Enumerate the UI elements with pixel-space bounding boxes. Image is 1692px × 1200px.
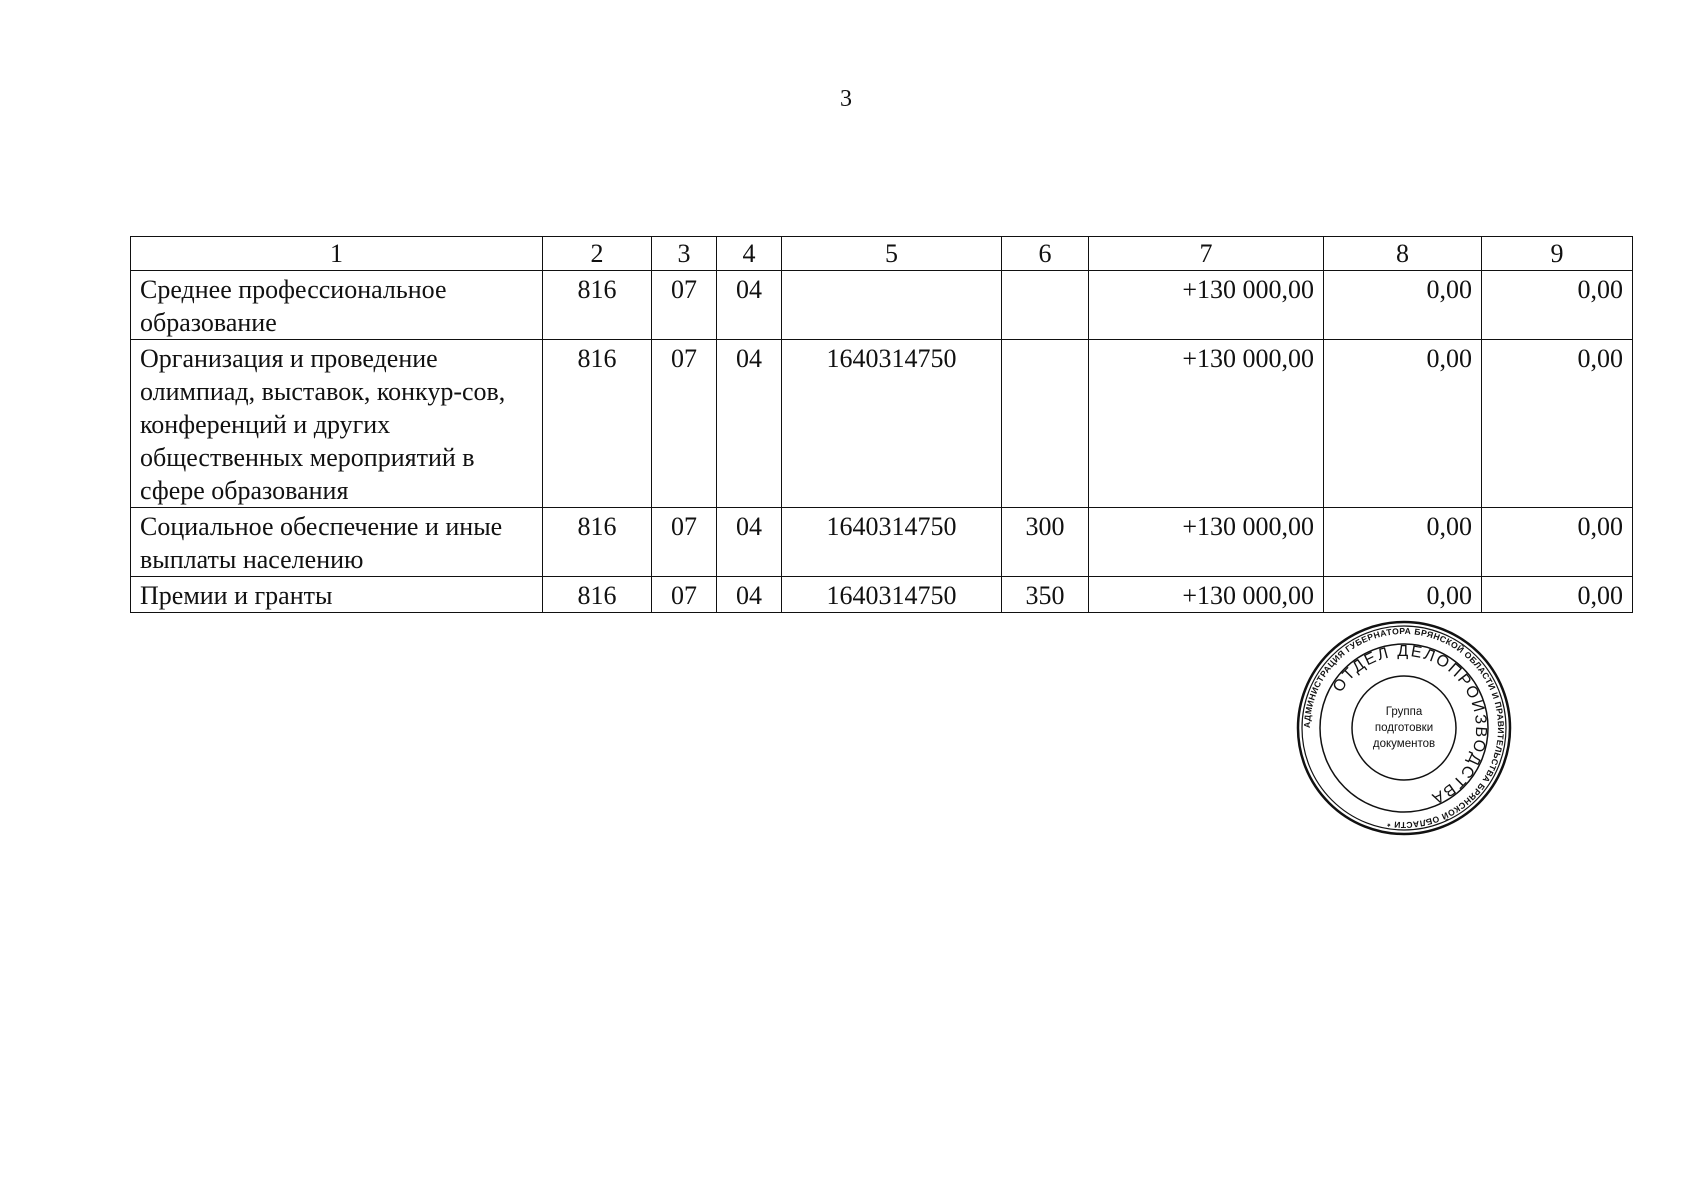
- seal-department-text: ОТДЕЛ ДЕЛОПРОИЗВОДСТВА: [1329, 642, 1490, 808]
- cell-amount: 0,00: [1482, 508, 1633, 577]
- cell-amount: 0,00: [1324, 508, 1482, 577]
- cell-amount: 0,00: [1482, 577, 1633, 613]
- cell-amount: +130 000,00: [1089, 508, 1324, 577]
- cell-target: [782, 271, 1002, 340]
- table-row: [131, 271, 1633, 340]
- cell-target: 1640314750: [782, 577, 1002, 613]
- cell-code: 816: [543, 340, 652, 508]
- column-header: 9: [1482, 237, 1633, 271]
- cell-subsection: 04: [717, 508, 782, 577]
- row-name-cell: Социальное обеспечение и иные выплаты населению: [131, 508, 543, 577]
- cell-type: [1002, 340, 1089, 508]
- cell-code: 816: [543, 271, 652, 340]
- cell-amount: 0,00: [1482, 340, 1633, 508]
- cell-amount: 0,00: [1482, 271, 1633, 340]
- cell-amount: 0,00: [1324, 577, 1482, 613]
- table-row: [131, 340, 1633, 508]
- cell-subsection: 04: [717, 340, 782, 508]
- cell-amount: 0,00: [1324, 271, 1482, 340]
- budget-table: [130, 236, 1633, 613]
- cell-subsection: 04: [717, 271, 782, 340]
- column-header: 8: [1324, 237, 1482, 271]
- row-name-cell: Среднее профессиональное образование: [131, 271, 543, 340]
- cell-amount: +130 000,00: [1089, 577, 1324, 613]
- column-header: 1: [131, 237, 543, 271]
- row-name-cell: Премии и гранты: [131, 577, 543, 613]
- column-header: 6: [1002, 237, 1089, 271]
- cell-subsection: 04: [717, 577, 782, 613]
- seal-center-line: документов: [1372, 738, 1436, 750]
- row-name-cell: Организация и проведение олимпиад, выставок, конкур-сов, конференций и других общественных мероприятий в сфере образования: [131, 340, 543, 508]
- cell-type: [1002, 271, 1089, 340]
- column-header: 7: [1089, 237, 1324, 271]
- column-header: 5: [782, 237, 1002, 271]
- cell-target: 1640314750: [782, 340, 1002, 508]
- cell-code: 816: [543, 508, 652, 577]
- column-header: 3: [652, 237, 717, 271]
- page-number: 3: [840, 86, 852, 112]
- cell-amount: +130 000,00: [1089, 340, 1324, 508]
- cell-section: 07: [652, 577, 717, 613]
- table-row: [131, 577, 1633, 613]
- table-header-row: [131, 237, 1633, 271]
- cell-section: 07: [652, 508, 717, 577]
- cell-section: 07: [652, 340, 717, 508]
- department-seal: [1296, 620, 1512, 836]
- seal-center-line: Группа: [1385, 706, 1423, 718]
- table-row: [131, 508, 1633, 577]
- cell-code: 816: [543, 577, 652, 613]
- cell-amount: 0,00: [1324, 340, 1482, 508]
- seal-outer-text: АДМИНИСТРАЦИЯ ГУБЕРНАТОРА БРЯНСКОЙ ОБЛАСТИ И ПРАВИТЕЛЬСТВА БРЯНСКОЙ ОБЛАСТИ *: [1301, 625, 1507, 831]
- column-header: 2: [543, 237, 652, 271]
- cell-type: 300: [1002, 508, 1089, 577]
- cell-type: 350: [1002, 577, 1089, 613]
- cell-amount: +130 000,00: [1089, 271, 1324, 340]
- cell-target: 1640314750: [782, 508, 1002, 577]
- cell-section: 07: [652, 271, 717, 340]
- column-header: 4: [717, 237, 782, 271]
- seal-center-line: подготовки: [1374, 722, 1434, 734]
